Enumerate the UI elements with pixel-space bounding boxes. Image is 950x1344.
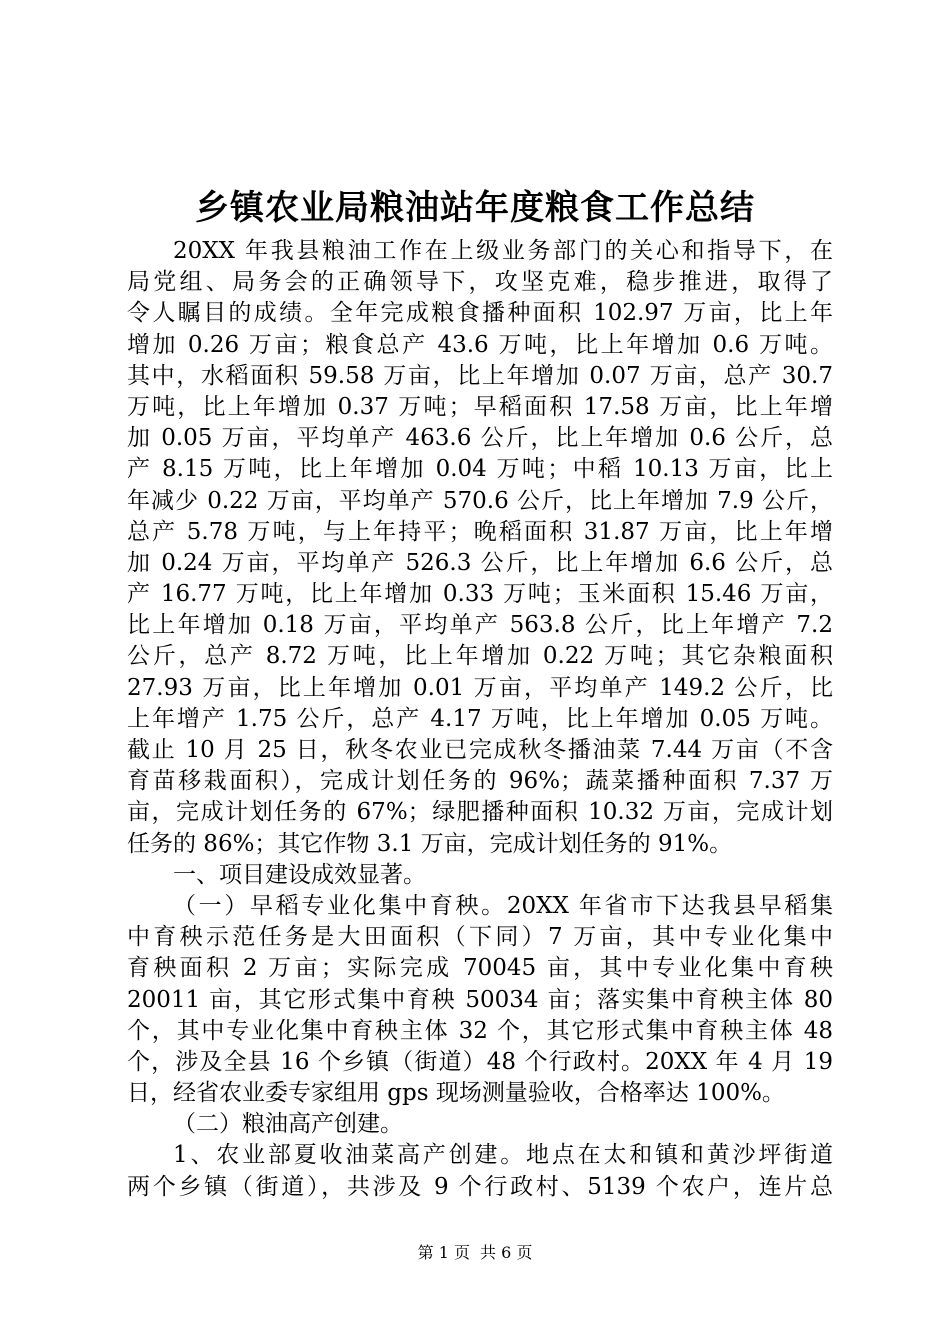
text-line: 1、农业部夏收油菜高产创建。地点在太和镇和黄沙坪街道 (173, 1142, 833, 1169)
text-line: 任务的 86%；其它作物 3.1 万亩，完成计划任务的 91%。 (127, 830, 733, 857)
text-line: 万吨，比上年增加 0.37 万吨；早稻面积 17.58 万亩，比上年增 (127, 393, 833, 420)
text-line: （一）早稻专业化集中育秧。20XX 年省市下达我县早稻集 (173, 892, 833, 919)
text-line: 育秧面积 2 万亩；实际完成 70045 亩，其中专业化集中育秧 (127, 955, 833, 982)
page-number-current: 第 1 页 (417, 1243, 470, 1262)
text-line: 增加 0.26 万亩；粮食总产 43.6 万吨，比上年增加 0.6 万吨。 (127, 331, 833, 358)
text-line: 令人瞩目的成绩。全年完成粮食播种面积 102.97 万亩，比上年 (127, 300, 833, 327)
text-line: 总产 5.78 万吨，与上年持平；晚稻面积 31.87 万亩，比上年增 (127, 518, 833, 545)
text-line: 加 0.05 万亩，平均单产 463.6 公斤，比上年增加 0.6 公斤，总 (127, 425, 833, 452)
document-title: 乡镇农业局粮油站年度粮食工作总结 (195, 188, 755, 228)
section-heading: 一、项目建设成效显著。 (173, 861, 426, 888)
text-line: 产 8.15 万吨，比上年增加 0.04 万吨；中稻 10.13 万亩，比上 (127, 456, 833, 483)
document-body (127, 236, 833, 1203)
text-line: 20011 亩，其它形式集中育秧 50034 亩；落实集中育秧主体 80 (127, 986, 833, 1013)
text-line: 产 16.77 万吨，比上年增加 0.33 万吨；玉米面积 15.46 万亩， (127, 581, 833, 608)
text-line: 个，涉及全县 16 个乡镇（街道）48 个行政村。20XX 年 4 月 19 (127, 1048, 833, 1075)
text-line: 公斤，总产 8.72 万吨，比上年增加 0.22 万吨；其它杂粮面积 (127, 643, 833, 670)
text-line: 育苗移栽面积），完成计划任务的 96%；蔬菜播种面积 7.37 万 (127, 768, 833, 795)
text-line: 中育秧示范任务是大田面积（下同）7 万亩，其中专业化集中 (127, 924, 833, 951)
text-line: 截止 10 月 25 日，秋冬农业已完成秋冬播油菜 7.44 万亩（不含 (127, 737, 833, 763)
text-line: 20XX 年我县粮油工作在上级业务部门的关心和指导下，在 (173, 238, 833, 264)
page-footer (0, 1243, 950, 1263)
text-line: 局党组、局务会的正确领导下，攻坚克难，稳步推进，取得了 (127, 269, 833, 296)
text-line: 日，经省农业委专家组用 gps 现场测量验收，合格率达 100%。 (127, 1080, 785, 1107)
page-number-total: 共 6 页 (480, 1243, 533, 1262)
text-line: 年减少 0.22 万亩，平均单产 570.6 公斤，比上年增加 7.9 公斤， (127, 487, 833, 514)
text-line: 其中，水稻面积 59.58 万亩，比上年增加 0.07 万亩，总产 30.7 (127, 362, 833, 389)
text-line: 27.93 万亩，比上年增加 0.01 万亩，平均单产 149.2 公斤，比 (127, 674, 833, 701)
text-line: 个，其中专业化集中育秧主体 32 个，其它形式集中育秧主体 48 (127, 1017, 833, 1044)
text-line: 上年增产 1.75 公斤，总产 4.17 万吨，比上年增加 0.05 万吨。 (127, 705, 833, 732)
text-line: 亩，完成计划任务的 67%；绿肥播种面积 10.32 万亩，完成计划 (127, 799, 833, 826)
text-line: 比上年增加 0.18 万亩，平均单产 563.8 公斤，比上年增产 7.2 (127, 612, 833, 639)
text-line: 两个乡镇（街道），共涉及 9 个行政村、5139 个农户，连片总 (127, 1173, 833, 1200)
text-line: 加 0.24 万亩，平均单产 526.3 公斤，比上年增加 6.6 公斤，总 (127, 549, 833, 576)
subsection-heading: （二）粮油高产创建。 (173, 1111, 403, 1138)
